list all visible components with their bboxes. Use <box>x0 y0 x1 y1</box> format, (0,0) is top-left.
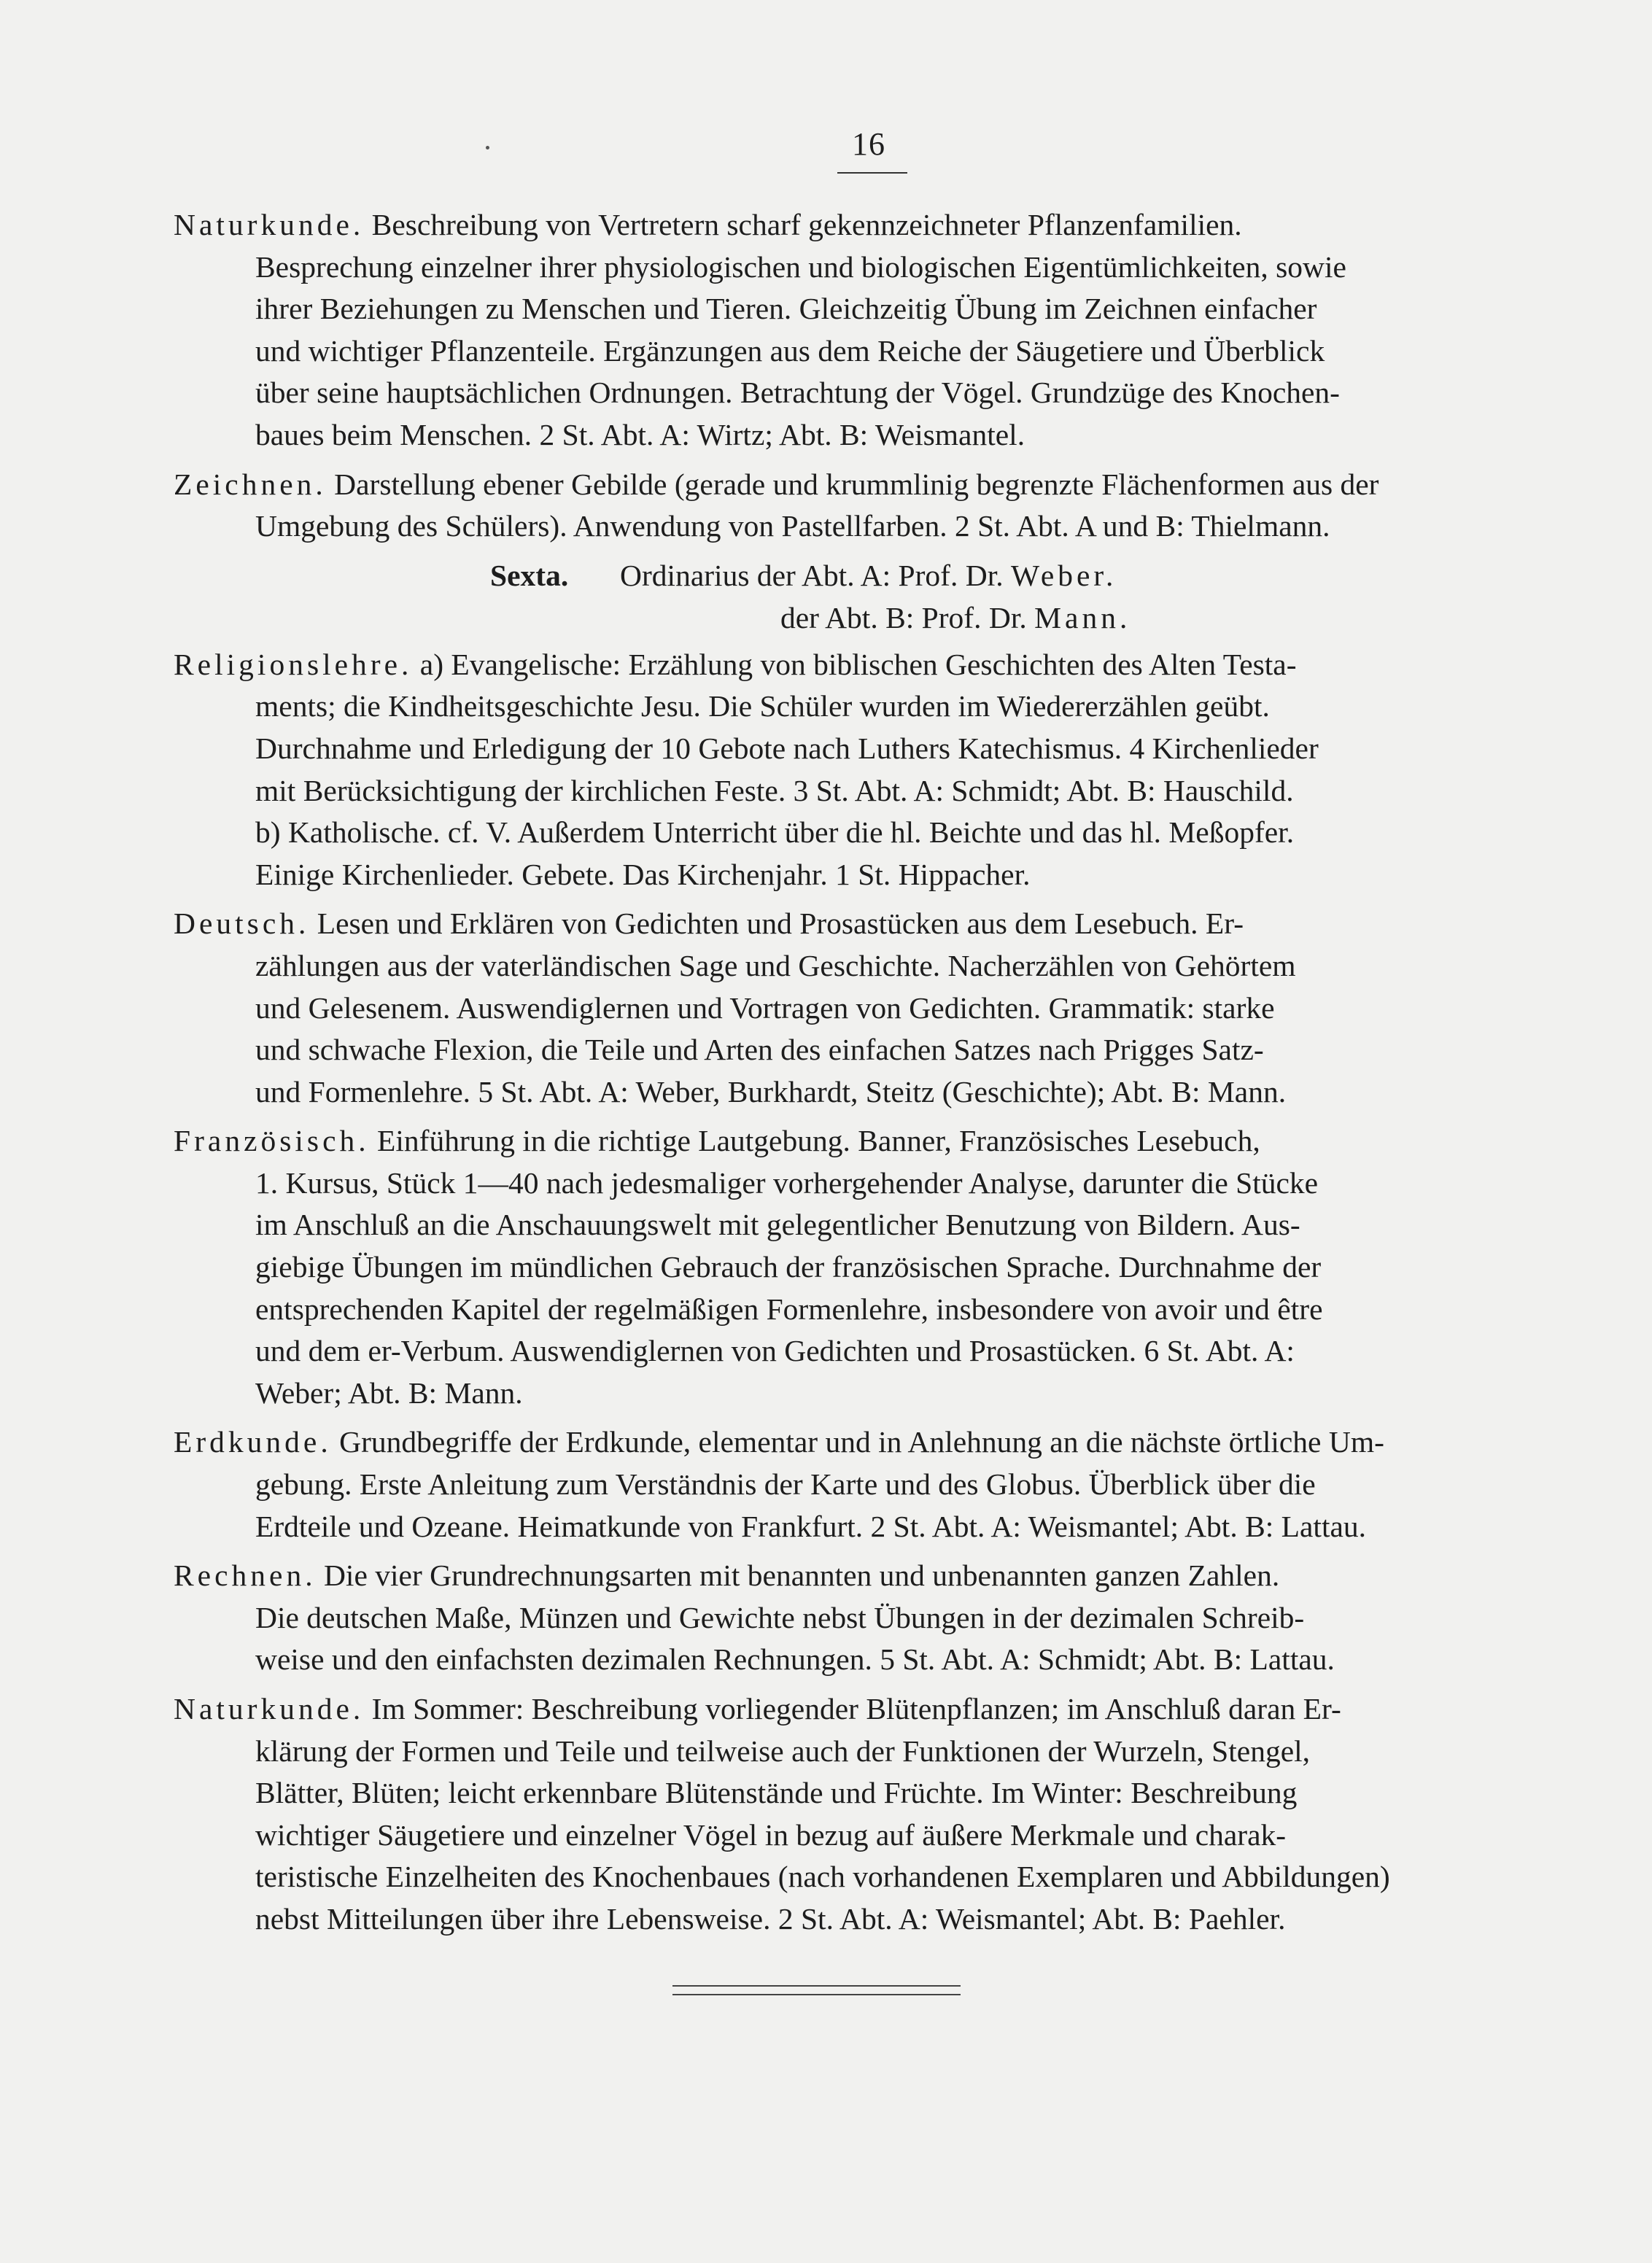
sections-before <box>174 204 1559 548</box>
subject-heading: Naturkunde. <box>174 1692 365 1726</box>
subject-paragraph <box>174 644 1559 896</box>
paragraph-line: nebst Mitteilungen über ihre Lebensweise. 2 St. Abt. A: Weismantel; Abt. B: Paehler. <box>255 1901 1286 1936</box>
subject-heading: Deutsch. <box>174 907 310 941</box>
subject-paragraph <box>174 903 1559 1113</box>
sexta-line2-name: Mann. <box>1034 600 1131 634</box>
paragraph-line: entsprechenden Kapitel der regelmäßigen Formenlehre, insbesondere von avoir und être <box>255 1292 1323 1326</box>
paragraph-line: gebung. Erste Anleitung zum Verständnis der Karte und des Globus. Überblick über die <box>255 1467 1316 1502</box>
paragraph-line: zählungen aus der vaterländischen Sage und Geschichte. Nacherzählen von Gehörtem <box>255 948 1296 982</box>
paragraph-first-line <box>174 903 1559 945</box>
paragraph-line: Besprechung einzelner ihrer physiologischen und biologischen Eigentümlichkeiten, sowie <box>255 249 1346 284</box>
first-line-text: Grundbegriffe der Erdkunde, elementar und in Anlehnung an die nächste örtliche Um- <box>339 1425 1384 1459</box>
paragraph-line: klärung der Formen und Teile und teilweise auch der Funktionen der Wurzeln, Stengel, <box>255 1734 1311 1768</box>
subject-paragraph <box>174 204 1559 457</box>
paragraph-line: und Formenlehre. 5 St. Abt. A: Weber, Burkhardt, Steitz (Geschichte); Abt. B: Mann. <box>255 1074 1287 1109</box>
paragraph-line: und dem er-Verbum. Auswendiglernen von Gedichten und Prosastücken. 6 St. Abt. A: <box>255 1334 1295 1368</box>
paragraph-line: mit Berücksichtigung der kirchlichen Feste. 3 St. Abt. A: Schmidt; Abt. B: Hauschild. <box>255 773 1294 807</box>
paragraph-line: 1. Kursus, Stück 1—40 nach jedesmaliger vorhergehender Analyse, darunter die Stücke <box>255 1165 1319 1200</box>
paragraph-line: Umgebung des Schülers). Anwendung von Pastellfarben. 2 St. Abt. A und B: Thielmann. <box>255 509 1330 543</box>
subject-heading: Naturkunde. <box>174 208 365 241</box>
subject-heading: Religionslehre. <box>174 647 413 681</box>
sexta-title: Sexta. <box>490 558 569 592</box>
first-line-text: Beschreibung von Vertretern scharf gekennzeichneter Pflanzenfamilien. <box>371 208 1242 241</box>
first-line-text: Lesen und Erklären von Gedichten und Prosastücken aus dem Lesebuch. Er- <box>317 907 1244 941</box>
sections-after <box>174 644 1559 1941</box>
first-line-text: Einführung in die richtige Lautgebung. Banner, Französisches Lesebuch, <box>377 1124 1260 1158</box>
paragraph-line: Die deutschen Maße, Münzen und Gewichte nebst Übungen in der dezimalen Schreib- <box>255 1600 1305 1634</box>
paragraph-line: baues beim Menschen. 2 St. Abt. A: Wirtz; Abt. B: Weismantel. <box>255 417 1025 451</box>
subject-paragraph <box>174 464 1559 548</box>
paragraph-line: und wichtiger Pflanzenteile. Ergänzungen aus dem Reiche der Säugetiere und Überblick <box>255 333 1325 368</box>
sexta-line1-prefix: Ordinarius der Abt. A: Prof. Dr. <box>620 558 1004 592</box>
sexta-line1-name: Weber. <box>1011 558 1117 592</box>
subject-paragraph <box>174 1555 1559 1681</box>
paragraph-line: ments; die Kindheitsgeschichte Jesu. Die Schüler wurden im Wiedererzählen geübt. <box>255 689 1270 723</box>
first-line-text: a) Evangelische: Erzählung von biblischen Geschichten des Alten Testa- <box>419 647 1297 681</box>
sexta-line2-prefix: der Abt. B: Prof. Dr. <box>780 600 1027 634</box>
paragraph-line: ihrer Beziehungen zu Menschen und Tieren. Gleichzeitig Übung im Zeichnen einfacher <box>255 292 1317 326</box>
paragraph-line: wichtiger Säugetiere und einzelner Vögel in bezug auf äußere Merkmale und charak- <box>255 1817 1287 1852</box>
paragraph-line: und Gelesenem. Auswendiglernen und Vortragen von Gedichten. Grammatik: starke <box>255 990 1275 1025</box>
page-number-rule <box>837 172 907 174</box>
paragraph-first-line <box>174 204 1559 247</box>
sexta-ordinarius-b <box>780 597 1131 640</box>
paragraph-first-line <box>174 464 1559 506</box>
subject-heading: Französisch. <box>174 1124 370 1158</box>
paragraph-first-line <box>174 1421 1559 1464</box>
first-line-text: Im Sommer: Beschreibung vorliegender Blütenpflanzen; im Anschluß daran Er- <box>371 1692 1341 1726</box>
paragraph-line: über seine hauptsächlichen Ordnungen. Betrachtung der Vögel. Grundzüge des Knochen- <box>255 376 1340 410</box>
sexta-heading <box>174 551 1559 644</box>
paragraph-line: Blätter, Blüten; leicht erkennbare Blütenstände und Früchte. Im Winter: Beschreibung <box>255 1776 1298 1810</box>
sexta-ordinarius-a <box>620 555 1117 597</box>
subject-heading: Rechnen. <box>174 1559 317 1593</box>
paragraph-line: Weber; Abt. B: Mann. <box>255 1375 523 1410</box>
paragraph-first-line <box>174 1120 1559 1162</box>
paragraph-line: Erdteile und Ozeane. Heimatkunde von Frankfurt. 2 St. Abt. A: Weismantel; Abt. B: Lattau. <box>255 1509 1367 1543</box>
paragraph-line: giebige Übungen im mündlichen Gebrauch der französischen Sprache. Durchnahme der <box>255 1250 1322 1284</box>
subject-heading: Zeichnen. <box>174 467 327 501</box>
paragraph-line: im Anschluß an die Anschauungswelt mit gelegentlicher Benutzung von Bildern. Aus- <box>255 1208 1300 1242</box>
paragraph-first-line <box>174 1688 1559 1731</box>
paragraph-line: Durchnahme und Erledigung der 10 Gebote nach Luthers Katechismus. 4 Kirchenlieder <box>255 731 1319 765</box>
stray-dot <box>486 146 489 150</box>
paragraph-line: teristische Einzelheiten des Knochenbaues (nach vorhandenen Exemplaren und Abbildungen) <box>255 1860 1390 1894</box>
paragraph-line: und schwache Flexion, die Teile und Arten des einfachen Satzes nach Prigges Satz- <box>255 1033 1264 1067</box>
first-line-text: Darstellung ebener Gebilde (gerade und krummlinig begrenzte Flächenformen aus der <box>334 467 1379 501</box>
first-line-text: Die vier Grundrechnungsarten mit benannten und unbenannten ganzen Zahlen. <box>323 1559 1280 1593</box>
paragraph-first-line <box>174 644 1559 686</box>
body-text <box>174 204 1559 1941</box>
page-number: 16 <box>852 126 885 162</box>
paragraph-line: Einige Kirchenlieder. Gebete. Das Kirchenjahr. 1 St. Hippacher. <box>255 857 1031 891</box>
paragraph-line: weise und den einfachsten dezimalen Rechnungen. 5 St. Abt. A: Schmidt; Abt. B: Lattau. <box>255 1642 1335 1677</box>
end-double-rule <box>672 1985 961 1995</box>
subject-paragraph <box>174 1688 1559 1941</box>
paragraph-line: b) Katholische. cf. V. Außerdem Unterricht über die hl. Beichte und das hl. Meßopfer. <box>255 815 1295 850</box>
subject-heading: Erdkunde. <box>174 1425 332 1459</box>
subject-paragraph <box>174 1421 1559 1548</box>
subject-paragraph <box>174 1120 1559 1414</box>
paragraph-first-line <box>174 1555 1559 1597</box>
